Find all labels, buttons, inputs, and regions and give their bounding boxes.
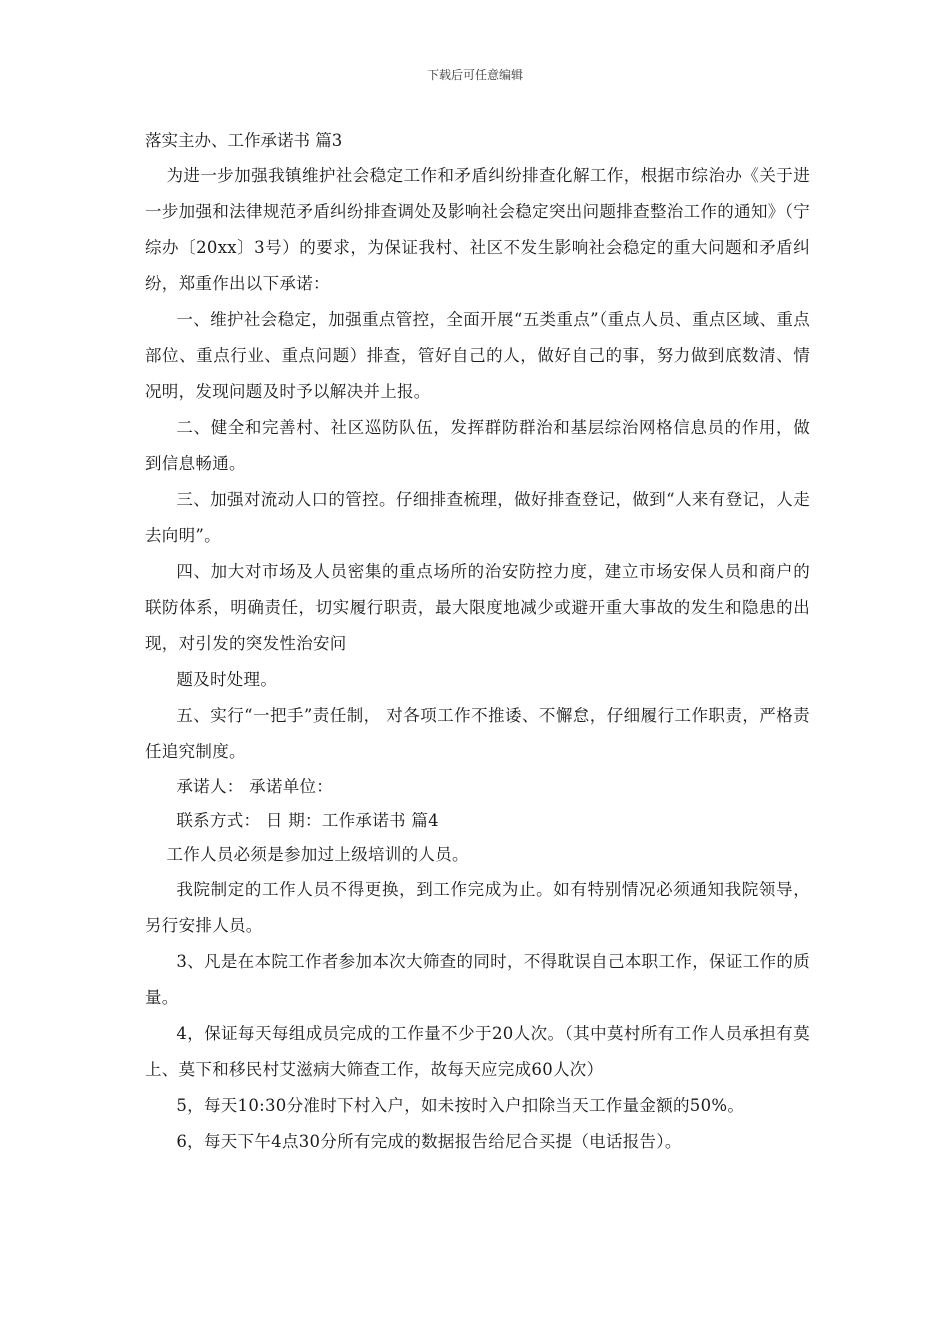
paragraph-item-3: 三、加强对流动人口的管控。仔细排查梳理，做好排查登记，做到“人来有登记，人走去向明”。: [145, 490, 810, 545]
signature-line: 承诺人： 承诺单位：: [176, 777, 334, 796]
paragraph-staff-6: 6，每天下午4点30分所有完成的数据报告给尼合买提（电话报告）。: [176, 1132, 682, 1151]
paragraph-staff-3: 3、凡是在本院工作者参加本次大筛查的同时，不得耽误自己本职工作，保证工作的质量。: [145, 952, 810, 1007]
section-title: 落实主办、工作承诺书 篇3: [145, 131, 343, 150]
paragraph-item-2: 二、健全和完善村、社区巡防队伍，发挥群防群治和基层综治网格信息员的作用，做到信息畅通。: [145, 418, 810, 473]
paragraph-staff-2: 我院制定的工作人员不得更换，到工作完成为止。如有特别情况必须通知我院领导，另行安排人员。: [145, 880, 810, 935]
paragraph-item-1: 一、维护社会稳定，加强重点管控，全面开展“五类重点”（重点人员、重点区域、重点部位、重点行业、重点问题）排查，管好自己的人，做好自己的事，努力做到底数清、情况明，发现问题及时予以解决并上报。: [145, 310, 810, 401]
header-note: 下载后可任意编辑: [426, 68, 523, 82]
paragraph-intro: 为进一步加强我镇维护社会稳定工作和矛盾纠纷排查化解工作，根据市综治办《关于进一步加强和法律规范矛盾纠纷排查调处及影响社会稳定突出问题排查整治工作的通知》（宁综办〔20xx〕3号）的要求，为保证我村、社区不发生影响社会稳定的重大问题和矛盾纠纷，郑重作出以下承诺：: [145, 166, 810, 293]
paragraph-item-5: 五、实行“一把手”责任制， 对各项工作不推诿、不懈怠，仔细履行工作职责，严格责任追究制度。: [145, 706, 810, 761]
paragraph-staff-5: 5，每天10:30分准时下村入户，如未按时入户扣除当天工作量金额的50%。: [176, 1096, 745, 1115]
paragraph-item-4-cont: 题及时处理。: [176, 670, 278, 689]
paragraph-item-4: 四、加大对市场及人员密集的重点场所的治安防控力度，建立市场安保人员和商户的联防体系，明确责任，切实履行职责，最大限度地减少或避开重大事故的发生和隐患的出现，对引发的突发性治安问: [145, 562, 810, 653]
contact-date-line: 联系方式： 日 期：工作承诺书 篇4: [176, 811, 439, 830]
document-body: [145, 124, 810, 1160]
paragraph-staff-4: 4，保证每天每组成员完成的工作量不少于20人次。（其中莫村所有工作人员承担有莫上、莫下和移民村艾滋病大筛查工作，故每天应完成60人次）: [145, 1024, 810, 1079]
paragraph-staff-1: 工作人员必须是参加过上级培训的人员。: [166, 845, 469, 864]
